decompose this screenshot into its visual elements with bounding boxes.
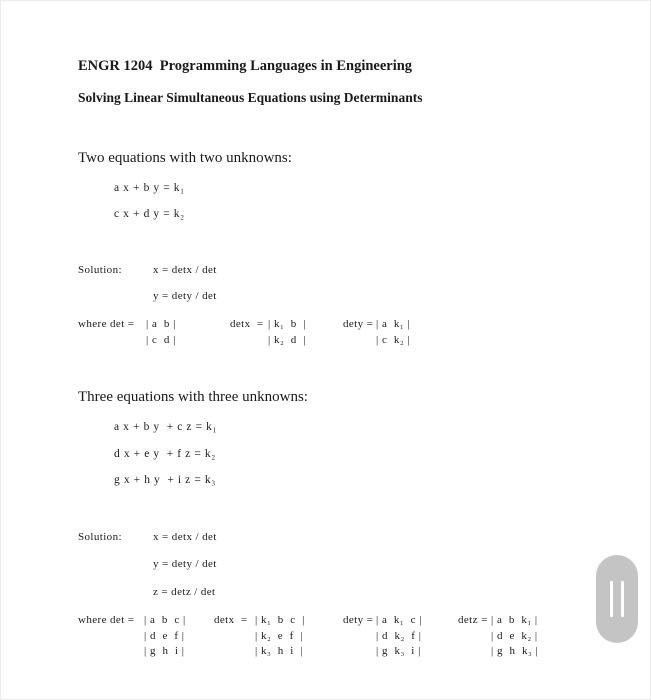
two-eq-detx-row-2: | k₂ d | [268, 334, 306, 346]
two-equations-heading: Two equations with two unknowns: [78, 150, 292, 166]
three-eq-detz-row-2: | d e k₂ | [491, 630, 538, 642]
two-eq-where-det-label: where det = [78, 318, 138, 330]
three-eq-where-det-label: where det = [78, 614, 138, 626]
three-eq-detz-row-1: | a b k₁ | [491, 614, 538, 626]
scrollbar-grip-icon [621, 581, 624, 617]
three-eq-solution-y: y = dety / det [153, 558, 217, 570]
three-eq-det-row-1: | a b c | [144, 614, 186, 626]
three-eq-dety-row-1: | a k₁ c | [376, 614, 423, 626]
three-eq-dety-row-3: | g k₃ i | [376, 645, 421, 657]
course-title: ENGR 1204 Programming Languages in Engineering [78, 58, 413, 74]
three-eq-detx-row-1: | k₁ b c | [255, 614, 305, 626]
three-eq-detx-row-2: | k₂ e f | [255, 630, 304, 642]
three-eq-solution-label: Solution: [78, 531, 122, 543]
two-eq-dety-label: dety = [343, 318, 377, 330]
two-eq-detx-row-1: | k₁ b | [268, 318, 306, 330]
two-eq-solution-y: y = dety / det [153, 290, 217, 302]
three-eq-equation-2: d x + e y + f z = k₂ [114, 448, 216, 460]
two-eq-det-row-2: | c d | [146, 334, 176, 346]
three-eq-equation-1: a x + b y + c z = k₁ [114, 421, 218, 433]
two-eq-dety-row-2: | c k₂ | [376, 334, 411, 346]
three-eq-det-row-3: | g h i | [144, 645, 185, 657]
three-eq-dety-row-2: | d k₂ f | [376, 630, 422, 642]
three-eq-dety-label: dety = [343, 614, 377, 626]
document-subtitle: Solving Linear Simultaneous Equations using Determinants [78, 90, 423, 105]
three-eq-solution-z: z = detz / det [153, 586, 216, 598]
three-eq-solution-x: x = detx / det [153, 531, 217, 543]
two-eq-solution-label: Solution: [78, 264, 122, 276]
scrollbar-handle[interactable] [596, 555, 638, 643]
two-eq-equation-1: a x + b y = k₁ [114, 182, 185, 194]
two-eq-equation-2: c x + d y = k₂ [114, 208, 185, 220]
scrollbar-grip-icon [610, 581, 613, 617]
three-eq-detx-label: detx = [214, 614, 251, 626]
three-eq-detz-label: detz = [458, 614, 491, 626]
three-eq-detx-row-3: | k₃ h i | [255, 645, 304, 657]
three-eq-detz-row-3: | g h k₃ | [491, 645, 539, 657]
two-eq-solution-x: x = detx / det [153, 264, 217, 276]
three-equations-heading: Three equations with three unknowns: [78, 389, 308, 405]
three-eq-det-row-2: | d e f | [144, 630, 185, 642]
three-eq-equation-3: g x + h y + i z = k₃ [114, 474, 216, 486]
two-eq-dety-row-1: | a k₁ | [376, 318, 411, 330]
two-eq-det-row-1: | a b | [146, 318, 176, 330]
two-eq-detx-label: detx = [230, 318, 267, 330]
